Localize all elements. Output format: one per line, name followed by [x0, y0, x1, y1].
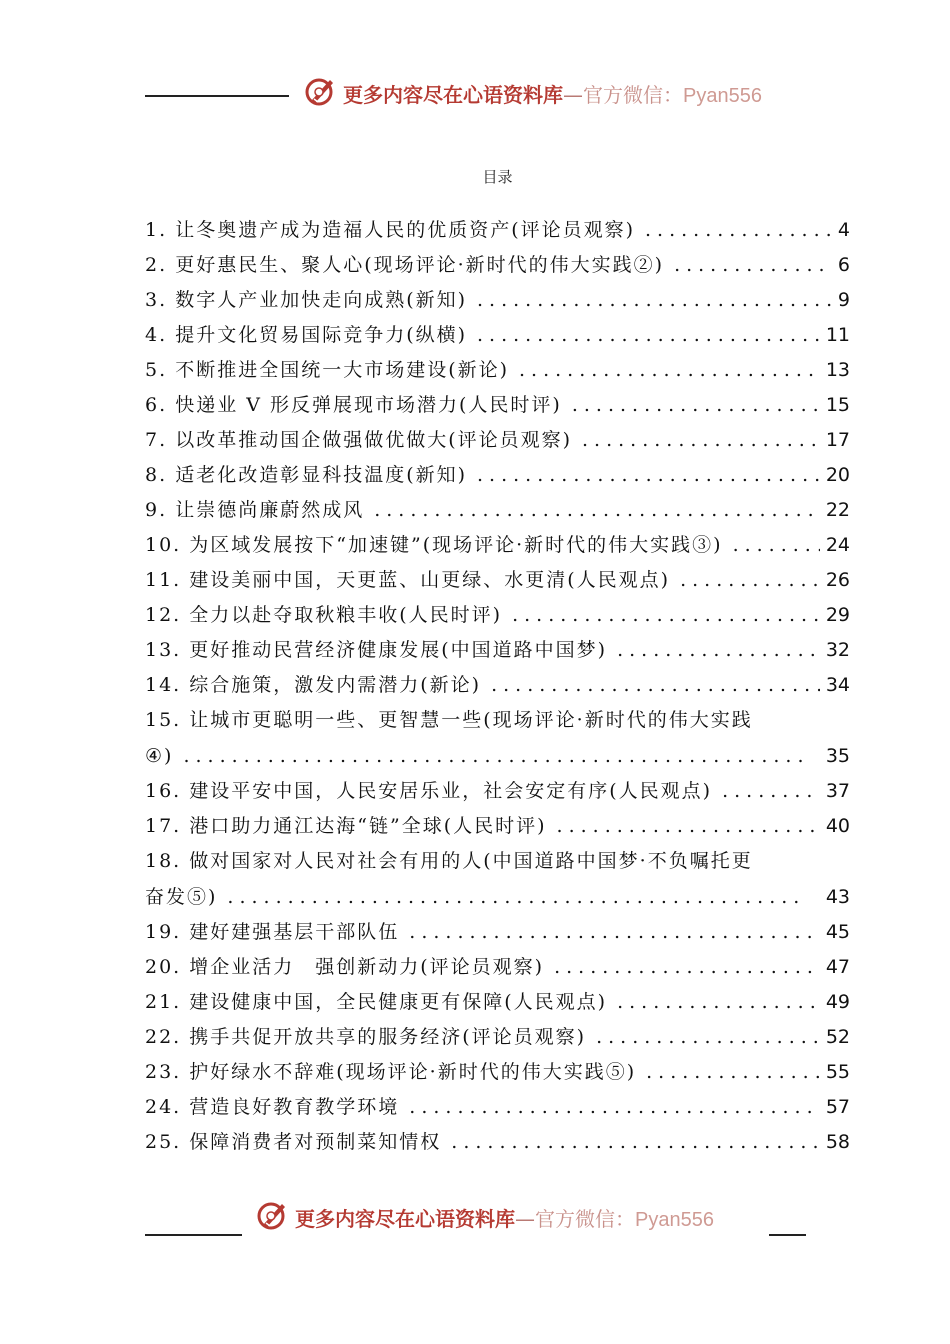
toc-entry-number: 6.: [145, 394, 168, 416]
toc-entry-text: [145, 1020, 586, 1055]
toc-entry-title: 营造良好教育教学环境: [189, 1096, 400, 1118]
header-dash: —: [563, 83, 583, 107]
toc-entry[interactable]: [145, 353, 850, 388]
toc-entry-page: 20: [825, 464, 850, 486]
footer-banner: [0, 1196, 950, 1236]
toc-entry-page: 24: [825, 534, 850, 556]
toc-entry-number: 16.: [145, 780, 182, 802]
toc-entry-row: [145, 668, 850, 703]
toc-entry-row: [145, 880, 850, 915]
toc-entry-row: [145, 598, 850, 633]
toc-entry-page: 6: [837, 254, 850, 276]
toc-entry-title: 全力以赴夺取秋粮丰收(人民时评): [189, 604, 503, 626]
toc-entry-title: 港口助力通江达海“链”全球(人民时评): [189, 815, 547, 837]
toc-entry-text: [145, 318, 467, 353]
toc-entry-text: [145, 248, 664, 283]
toc-entry-page: 29: [825, 604, 850, 626]
toc-entry[interactable]: [145, 493, 850, 528]
toc-entry-text: [145, 388, 562, 423]
toc-entry-text: [145, 528, 723, 563]
toc-entry-title: 建好建强基层干部队伍: [189, 921, 400, 943]
toc-entry-title: 综合施策，激发内需潜力(新论): [189, 674, 482, 696]
toc-entry-text: [145, 809, 547, 844]
toc-entry-leader: [477, 283, 832, 318]
toc-entry[interactable]: [145, 1090, 850, 1125]
toc-entry-row: [145, 844, 850, 880]
footer-brand: 更多内容尽在心语资料库: [295, 1207, 515, 1231]
toc-entry-page: 17: [825, 429, 850, 451]
toc-entry[interactable]: [145, 668, 850, 703]
toc-entry-number: 19.: [145, 921, 182, 943]
header-banner: [0, 72, 950, 112]
toc-entry-leader: [374, 493, 820, 528]
toc-entry-text: [145, 950, 544, 985]
toc-entry-text: [145, 668, 481, 703]
toc-entry-number: 24.: [145, 1096, 182, 1118]
toc-entry-number: 5.: [145, 359, 168, 381]
toc-entry-leader: [451, 1125, 820, 1160]
toc-entry-number: 25.: [145, 1131, 182, 1153]
toc-entry-page: 52: [825, 1026, 850, 1048]
toc-entry[interactable]: [145, 844, 850, 915]
toc-entry-text: [145, 493, 364, 528]
toc-entry-row: [145, 1090, 850, 1125]
toc-entry-number: 21.: [145, 991, 182, 1013]
toc-entry-row: [145, 774, 850, 809]
footer-dash: —: [515, 1207, 535, 1231]
header-label: 官方微信：: [583, 83, 683, 107]
toc-entry-title: 保障消费者对预制菜知情权: [189, 1131, 442, 1153]
toc-entry-row: [145, 739, 850, 774]
toc-entry-title: 以改革推动国企做强做优做大(评论员观察): [175, 429, 573, 451]
toc-entry-leader: [557, 809, 820, 844]
toc-entry-row: [145, 388, 850, 423]
toc-entry-row: [145, 458, 850, 493]
toc-entry-row: [145, 985, 850, 1020]
toc-entry-row: [145, 353, 850, 388]
toc-entry-page: 55: [825, 1061, 850, 1083]
toc-entry-number: 8.: [145, 464, 168, 486]
toc-entry-leader: [554, 950, 820, 985]
toc-entry-title: 为区域发展按下“加速键”(现场评论·新时代的伟大实践③): [189, 534, 723, 556]
toc-entry-number: 7.: [145, 429, 168, 451]
toc-entry-leader: [227, 880, 805, 915]
toc-entry[interactable]: [145, 528, 850, 563]
toc-entry-number: 15.: [145, 709, 182, 731]
toc-entry-title-continued: 奋发⑤): [145, 886, 218, 908]
toc-entry-leader: [646, 1055, 820, 1090]
toc-title: 目录: [482, 168, 513, 186]
toc-entry-page: 47: [825, 956, 850, 978]
toc-entry[interactable]: [145, 809, 850, 844]
toc-entry-text: [145, 353, 509, 388]
toc-entry-leader: [477, 318, 820, 353]
toc-entry-title: 适老化改造彰显科技温度(新知): [175, 464, 468, 486]
toc-entry-row: [145, 1125, 850, 1160]
toc-entry-title: 建设健康中国，全民健康更有保障(人民观点): [189, 991, 608, 1013]
toc-entry[interactable]: [145, 283, 850, 318]
toc-entry-row: [145, 423, 850, 458]
toc-entry-title: 建设平安中国，人民安居乐业，社会安定有序(人民观点): [189, 780, 713, 802]
toc-entry-page: 9: [837, 289, 850, 311]
toc-entry-title: 护好绿水不辞难(现场评论·新时代的伟大实践⑤): [189, 1061, 637, 1083]
footer-label: 官方微信：: [535, 1207, 635, 1231]
table-of-contents: [145, 213, 850, 1160]
toc-entry-title: 携手共促开放共享的服务经济(评论员观察): [189, 1026, 587, 1048]
toc-entry-text: [145, 1125, 441, 1160]
toc-entry-title: 更好惠民生、聚人心(现场评论·新时代的伟大实践②): [175, 254, 665, 276]
toc-entry-text: [145, 458, 467, 493]
toc-entry-number: 11.: [145, 569, 182, 591]
toc-entry-number: 17.: [145, 815, 182, 837]
toc-entry[interactable]: [145, 950, 850, 985]
toc-entry-page: 11: [825, 324, 850, 346]
toc-entry-page: 57: [825, 1096, 850, 1118]
toc-entry-page: 45: [825, 921, 850, 943]
toc-entry-number: 20.: [145, 956, 182, 978]
toc-entry-row: [145, 1055, 850, 1090]
toc-entry-number: 3.: [145, 289, 168, 311]
toc-entry-leader: [674, 248, 832, 283]
toc-entry-text: [145, 213, 635, 248]
toc-entry-number: 18.: [145, 850, 182, 872]
toc-entry-number: 12.: [145, 604, 182, 626]
toc-entry-leader: [733, 528, 820, 563]
toc-entry-row: [145, 213, 850, 248]
toc-entry-leader: [512, 598, 820, 633]
toc-entry-text: [145, 1055, 636, 1090]
pen-logo-icon: [304, 74, 338, 108]
toc-entry-leader: [491, 668, 820, 703]
toc-entry-number: 9.: [145, 499, 168, 521]
toc-entry-title: 建设美丽中国，天更蓝、山更绿、水更清(人民观点): [189, 569, 671, 591]
toc-entry-text: [145, 915, 399, 950]
toc-entry-row: [145, 809, 850, 844]
toc-entry-number: 22.: [145, 1026, 182, 1048]
toc-entry-text: [145, 283, 467, 318]
toc-entry-leader: [409, 1090, 820, 1125]
toc-entry-number: 10.: [145, 534, 182, 556]
toc-entry-text: [145, 844, 753, 879]
header-rule-left: [145, 95, 289, 97]
toc-entry-row: [145, 915, 850, 950]
toc-entry-page: 26: [825, 569, 850, 591]
toc-entry-leader: [680, 563, 820, 598]
toc-entry-page: 32: [825, 639, 850, 661]
toc-entry-row: [145, 283, 850, 318]
toc-entry-leader: [645, 213, 832, 248]
toc-entry-title: 更好推动民营经济健康发展(中国道路中国梦): [189, 639, 608, 661]
footer-rule-right: [769, 1234, 806, 1236]
toc-entry[interactable]: [145, 915, 850, 950]
toc-entry-title: 提升文化贸易国际竞争力(纵横): [175, 324, 468, 346]
toc-entry[interactable]: [145, 1055, 850, 1090]
toc-entry[interactable]: [145, 248, 850, 283]
toc-entry-row: [145, 703, 850, 739]
toc-entry-title: 做对国家对人民对社会有用的人(中国道路中国梦·不负嘱托更: [189, 850, 753, 872]
toc-entry[interactable]: [145, 1125, 850, 1160]
header-brand: 更多内容尽在心语资料库: [343, 83, 563, 107]
toc-entry-page: 34: [825, 674, 850, 696]
pen-logo-icon: [256, 1198, 290, 1232]
toc-entry-title: 让冬奥遗产成为造福人民的优质资产(评论员观察): [175, 219, 636, 241]
toc-entry-leader: [519, 353, 820, 388]
toc-entry-number: 23.: [145, 1061, 182, 1083]
toc-entry-leader: [477, 458, 820, 493]
toc-entry-row: [145, 318, 850, 353]
toc-entry[interactable]: [145, 1020, 850, 1055]
header-slogan: [343, 79, 762, 108]
toc-entry-leader: [183, 739, 805, 774]
toc-entry[interactable]: [145, 213, 850, 248]
toc-entry-text: [145, 563, 670, 598]
toc-entry-page: 40: [825, 815, 850, 837]
toc-entry-leader: [572, 388, 820, 423]
toc-entry-row: [145, 950, 850, 985]
toc-entry-number: 4.: [145, 324, 168, 346]
toc-entry[interactable]: [145, 774, 850, 809]
footer-slogan: [295, 1203, 714, 1232]
toc-entry-page: 4: [837, 219, 850, 241]
toc-entry-number: 2.: [145, 254, 168, 276]
toc-entry-page: 22: [825, 499, 850, 521]
toc-entry-title: 快递业 V 形反弹展现市场潜力(人民时评): [175, 394, 562, 416]
toc-entry[interactable]: [145, 703, 850, 774]
toc-entry-page: 13: [825, 359, 850, 381]
toc-entry[interactable]: [145, 423, 850, 458]
toc-entry-row: [145, 563, 850, 598]
toc-entry-number: 14.: [145, 674, 182, 696]
toc-entry-page: 43: [825, 886, 850, 908]
toc-entry-leader: [596, 1020, 820, 1055]
toc-entry[interactable]: [145, 318, 850, 353]
toc-entry-row: [145, 528, 850, 563]
toc-entry-page: 37: [825, 780, 850, 802]
toc-entry-text: [145, 423, 572, 458]
toc-entry-number: 13.: [145, 639, 182, 661]
toc-entry-text: [145, 598, 502, 633]
toc-entry-title: 不断推进全国统一大市场建设(新论): [175, 359, 510, 381]
toc-entry-leader: [409, 915, 820, 950]
toc-entry-title-continued: ④): [145, 745, 174, 767]
toc-entry-text: [145, 703, 753, 738]
toc-entry-title: 增企业活力 强创新动力(评论员观察): [189, 956, 545, 978]
toc-entry[interactable]: [145, 458, 850, 493]
footer-rule-left: [145, 1234, 242, 1236]
toc-entry-row: [145, 633, 850, 668]
toc-entry[interactable]: [145, 633, 850, 668]
toc-entry-page: 35: [825, 745, 850, 767]
toc-entry[interactable]: [145, 985, 850, 1020]
toc-entry-title: 让城市更聪明一些、更智慧一些(现场评论·新时代的伟大实践: [189, 709, 753, 731]
toc-entry-text: [145, 774, 712, 809]
toc-entry-text: [145, 1090, 399, 1125]
toc-entry-leader: [582, 423, 820, 458]
toc-entry-page: 49: [825, 991, 850, 1013]
footer-wechat-id: Pyan556: [635, 1209, 714, 1231]
toc-entry-leader: [617, 985, 820, 1020]
toc-entry-row: [145, 493, 850, 528]
toc-entry-leader: [617, 633, 820, 668]
toc-entry-page: 15: [825, 394, 850, 416]
toc-entry-page: 58: [825, 1131, 850, 1153]
toc-entry-leader: [722, 774, 820, 809]
toc-entry-title: 让崇德尚廉蔚然成风: [175, 499, 365, 521]
toc-entry-row: [145, 248, 850, 283]
toc-entry[interactable]: [145, 598, 850, 633]
toc-entry-number: 1.: [145, 219, 168, 241]
toc-entry-text: [145, 985, 607, 1020]
toc-entry-title: 数字人产业加快走向成熟(新知): [175, 289, 468, 311]
toc-entry-row: [145, 1020, 850, 1055]
header-wechat-id: Pyan556: [683, 85, 762, 107]
toc-entry[interactable]: [145, 388, 850, 423]
toc-entry-text: [145, 633, 607, 668]
toc-entry[interactable]: [145, 563, 850, 598]
